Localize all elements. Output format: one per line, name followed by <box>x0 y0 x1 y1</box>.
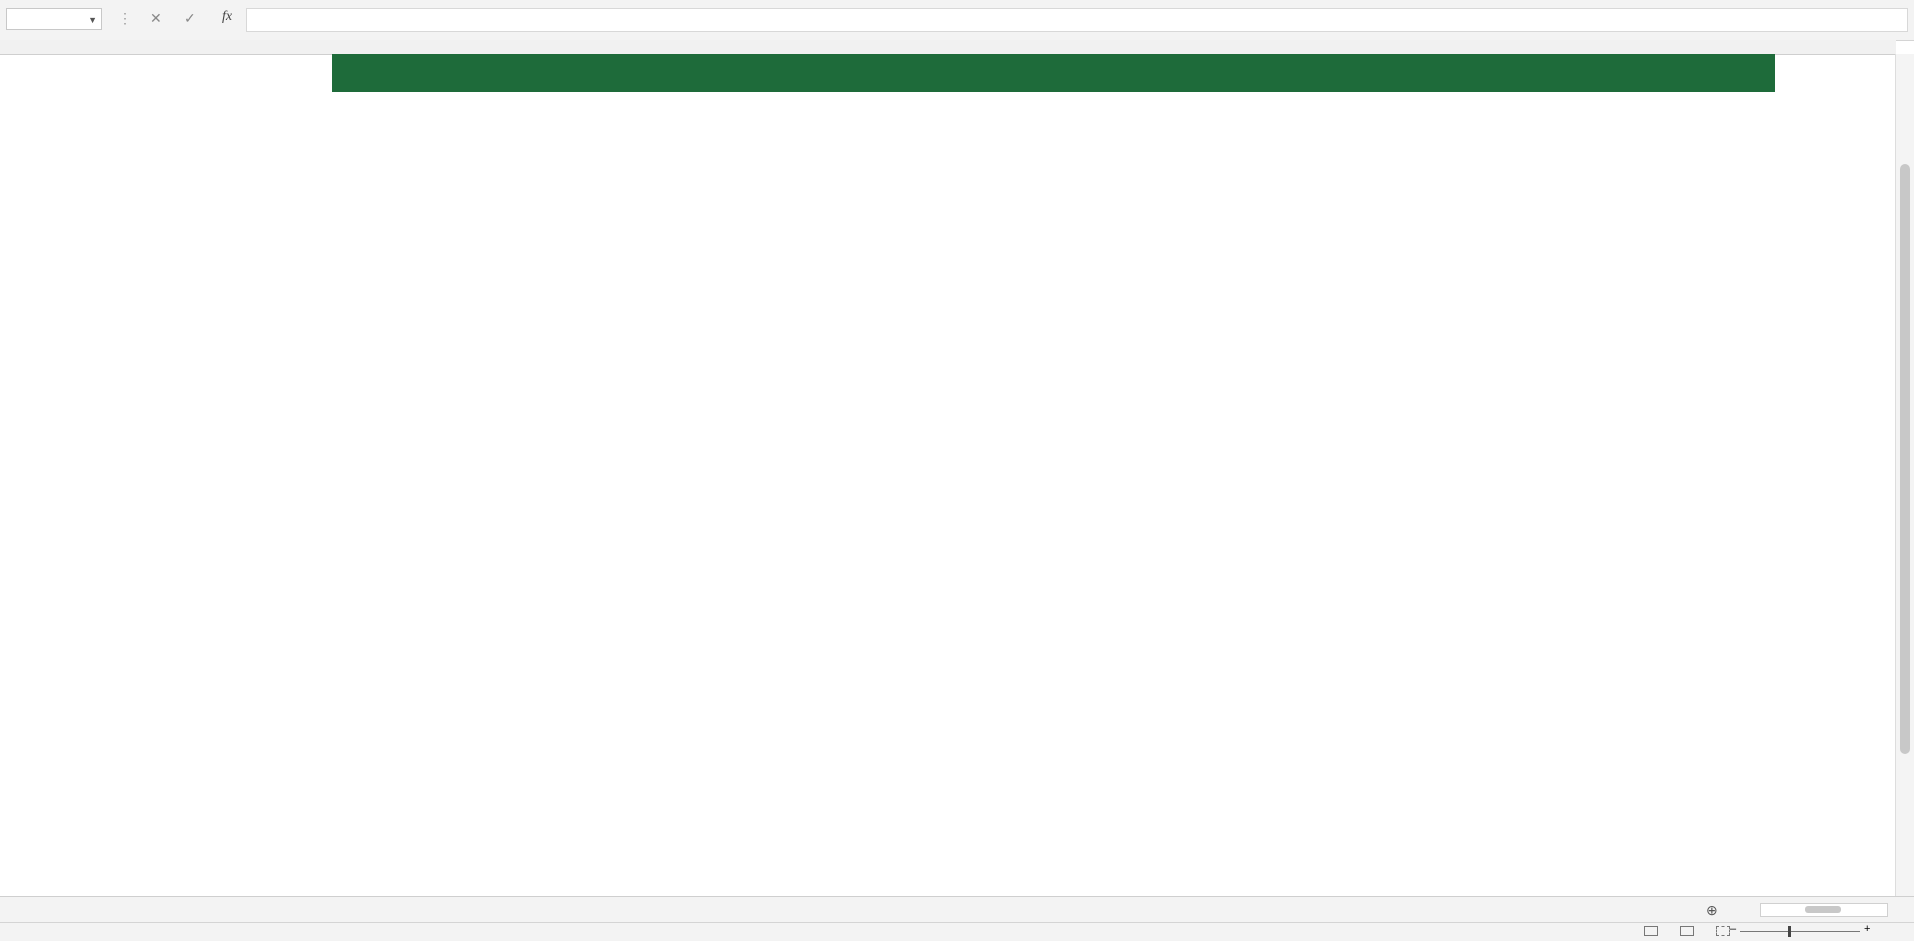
enter-icon[interactable]: ✓ <box>184 10 196 26</box>
zoom-in-icon[interactable]: + <box>1864 923 1871 935</box>
status-bar <box>0 922 1914 941</box>
zoom-slider[interactable] <box>1740 931 1860 932</box>
vertical-scrollbar[interactable] <box>1895 54 1914 896</box>
zoom-slider-knob[interactable] <box>1788 926 1791 937</box>
page-layout-icon[interactable] <box>1680 926 1694 936</box>
insert-function-icon[interactable]: fx <box>222 9 233 24</box>
formula-input[interactable] <box>246 8 1908 32</box>
zoom-out-icon[interactable]: – <box>1730 923 1737 935</box>
add-sheet-icon[interactable]: ⊕ <box>1706 902 1718 918</box>
normal-view-icon[interactable] <box>1644 926 1658 936</box>
spreadsheet-grid[interactable] <box>20 54 1896 896</box>
scrollbar-thumb[interactable] <box>1900 164 1910 754</box>
column-headers <box>0 40 1896 55</box>
name-box[interactable] <box>6 8 102 30</box>
growth-stage-banner <box>332 54 1775 92</box>
horizontal-scrollbar[interactable] <box>1760 903 1888 917</box>
horizontal-scrollbar-thumb[interactable] <box>1805 906 1841 913</box>
sheet-tab-bar <box>0 896 1914 923</box>
chevron-down-icon[interactable]: ▼ <box>88 15 97 25</box>
page-break-icon[interactable] <box>1716 926 1730 936</box>
formula-bar <box>0 0 1914 41</box>
more-icon: ⋮ <box>118 10 132 26</box>
cancel-icon[interactable]: ✕ <box>150 10 162 26</box>
